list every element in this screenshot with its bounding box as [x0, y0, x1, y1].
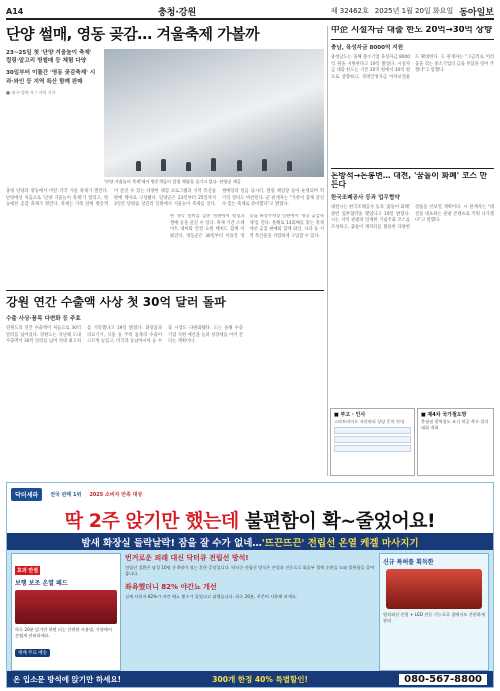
loan-article: [331, 26, 494, 166]
lead-subhead-2: 30일부터 이틀간 '영동 곶감축제' 시과·와인 등 지역 특산 함께 판매: [6, 70, 96, 85]
lead-body: 충청 단양과 영동에서 이달 각각 겨울 축제가 열린다. 단양에선 처음으로 '단양 겨울놀이 축제'가 열리고, 영동에선 곶감 축제가 열린다. 축제는 가족 단위 방문객이 즐길 수 있는 다양한 체험 프로그램과 지역 특산품 판매 행사로 구성됐다. 단양군은 23일부터 25일까지 3일간 단양읍 상진리 일원에서 겨울놀이 축제를 연다. 썰매장과 얼음 낚시터, 컬링 체험장 등이 운영되며 먹거리 장터도 마련된다. 군 관계자는 "가족이 함께 즐길 수 있는 축제로 준비했다"고 밝혔다.: [6, 189, 324, 208]
ad-right-panel: [379, 553, 489, 671]
export-body: 강원도의 연간 수출액이 처음으로 30억 달러를 넘어섰다. 강원도는 지난해 도내 수출액이 30억 달러를 넘어 역대 최고치를 기록했다고 19일 밝혔다. 화장품과 의료기기, 식품 등 주력 품목의 수출이 고르게 늘었고, 미국과 동남아시아 등 수출 시장도 다변화됐다. 도는 올해 수출 기업 지원 예산을 늘려 성장세를 이어 간다는 계획이다.: [6, 325, 243, 345]
ad-left-title: 보행 보조 온열 패드: [15, 580, 68, 587]
ad-headline-red: 딱 2주 앉기만 했는데: [64, 509, 239, 532]
notice-box: [330, 408, 415, 476]
railway-notice: [417, 408, 494, 476]
ad-right-text: 원적외선 온열 + LED 진동 기능으로 집에서도 간편하게 관리: [383, 612, 485, 624]
page-number: A14: [6, 6, 24, 16]
ad-headline-black: 불편함이 확~줄었어요!: [244, 509, 436, 532]
ad-logo: 닥터세라: [11, 488, 42, 501]
coin-article: [331, 172, 494, 404]
lead-subhead-1: 23~25일 첫 '단양 겨울놀이 축제' 컬링·알고리 빙썰매 등 체험 다양: [6, 50, 92, 65]
coin-body: 대전시는 한국조폐공사 등과 '꿈돌이 화폐' 관련 업무협약을 맺었다고 19일 밝혔다. 시는 지역 관광과 연계한 기념주화 코스를 조성하고, 꿈돌이 캐릭터를 활용한 다양한 상품을 선보일 계획이다. 시 관계자는 "대전을 대표하는 관광 콘텐츠로 키워 나가겠다"고 말했다.: [331, 205, 494, 230]
ad-bottom-promo: 300개 한정 40% 특별할인!: [212, 674, 308, 684]
ad-mid-text-2: 실제 사용자 82%가 야간 배뇨 횟수가 줄었다고 답했습니다. 하루 20분, 꾸준히 사용해 보세요.: [125, 593, 298, 599]
ad-left-text: 하루 20분 앉기만 하면 되는 간편한 사용법, 가정에서 손쉽게 관리하세요.: [15, 627, 112, 639]
ad-tag-sales: 전국 판매 1위: [50, 491, 82, 498]
ad-phone-number: 080-567-8800: [399, 674, 487, 685]
export-article: [6, 296, 324, 478]
ad-right-product-image: [386, 569, 482, 609]
export-headline: 강원 연간 수출액 사상 첫 30억 달러 돌파: [6, 296, 226, 309]
lead-byline: ■ 대구·경북 부 / 지역 기자: [6, 89, 56, 95]
advertisement: [6, 482, 494, 688]
mid-article-body: 한 냉각 설비를 갖춘 빙판에서 컬링과 썰매 등을 즐길 수 있다. 축제 기간 스케이트 대여와 안전 요원 배치도 함께 이뤄진다. 영동군은 30일부터 이틀간 영동읍 하상주차장 일원에서 '영동 곶감축제'를 연다. 올해로 14회째를 맞는 축제에선 곶감 판매와 함께 와인, 사과 등 지역 특산물을 저렴하게 구입할 수 있다.: [170, 214, 324, 239]
loan-headline: 中企 시설자금 대출 한도 20억→30억 상향: [331, 26, 494, 40]
ad-left-panel: [11, 553, 121, 671]
ad-top-bar: [7, 483, 493, 505]
ad-tag-award: 2025 소비자 만족 대상: [89, 491, 143, 498]
lead-headline: 단양 썰매, 영동 곶감… 겨울축제 가볼까: [6, 26, 260, 43]
issue-date: 2025년 1월 20일 화요일: [374, 7, 454, 15]
notice-title: ■ 부고 · 인사: [334, 412, 366, 418]
railway-body: 충청권 광역철도 조기 착공 촉구 결의 대회 개최: [421, 419, 489, 431]
ad-bottom-bar: [7, 671, 493, 687]
lead-photo: [104, 49, 324, 177]
ad-sub-yellow: '뜨끈뜨끈' 전립선 온열 케겔 마사지기: [261, 537, 419, 549]
section-title: 충청·강원: [157, 7, 197, 18]
ad-mid-text-1: 전립선 질환은 남성 10명 중 6명이 겪는 흔한 증상입니다. 닥터큐 전립선 방석은 온열과 진동으로 회음부 혈액 순환을 도와 불편함을 줄여 줍니다.: [125, 565, 375, 577]
column-divider: [327, 26, 328, 476]
ad-sub-white: 밤새 화장실 들락날락! 잠을 잘 수가 없네…: [81, 537, 262, 549]
loan-subhead: 충남, 육성자금 8000억 지원: [331, 44, 404, 51]
ad-mid-heading-1: 번거로운 외래 대신 닥터큐 전립선 방석!: [125, 554, 249, 562]
paper-name: 동아일보: [459, 7, 494, 18]
export-subhead: 수출 사상·품목 다변화 등 주효: [6, 315, 81, 322]
notice-body: 스마트라이프 자산관리 상담 문의 안내: [334, 419, 405, 425]
coin-headline: 돈방석→돈봉변… 대전, '꿈돌이 화폐' 코스 만든다: [331, 172, 488, 189]
railway-title: ■ 제4차 국가철도망: [421, 412, 467, 418]
ad-headline: [7, 505, 493, 533]
masthead: [6, 4, 494, 20]
ad-product-image: [15, 590, 117, 624]
ad-subheadline: [7, 533, 493, 550]
ad-bottom-left: 온 입소문 방석에 앉기만 하세요!: [13, 674, 122, 684]
ad-left-pill: 택배 무료 배송: [15, 649, 50, 657]
issue-number: 제 32462호: [330, 7, 369, 15]
ad-left-badge: 효과 만점: [17, 568, 39, 574]
ad-mid-heading-2: 좌욕했더니 82% 야간뇨 개선: [125, 582, 217, 591]
ad-middle-panel: [125, 553, 375, 671]
section-divider: [6, 290, 324, 291]
lead-photo-caption: '단양 겨울놀이 축제'에서 방문객들이 컬링 체험을 즐기고 있다. 단양군 제공: [104, 179, 241, 185]
coin-subhead: 한국조폐공사 등과 업무협약: [331, 194, 400, 201]
loan-body: 충청남도는 올해 중소기업 육성자금 8000억 원을 지원한다고 19일 밝혔다. 시설자금 대출 한도는 기존 20억 원에서 30억 원으로 상향하고, 경영안정자금 이차보전율도 확대한다. 도 관계자는 "고금리로 어려움을 겪는 중소기업의 금융 부담을 덜어 주겠다"고 말했다.: [331, 54, 494, 80]
section-divider: [331, 168, 494, 169]
ad-right-title: 신규 특허를 획득한: [383, 559, 434, 566]
